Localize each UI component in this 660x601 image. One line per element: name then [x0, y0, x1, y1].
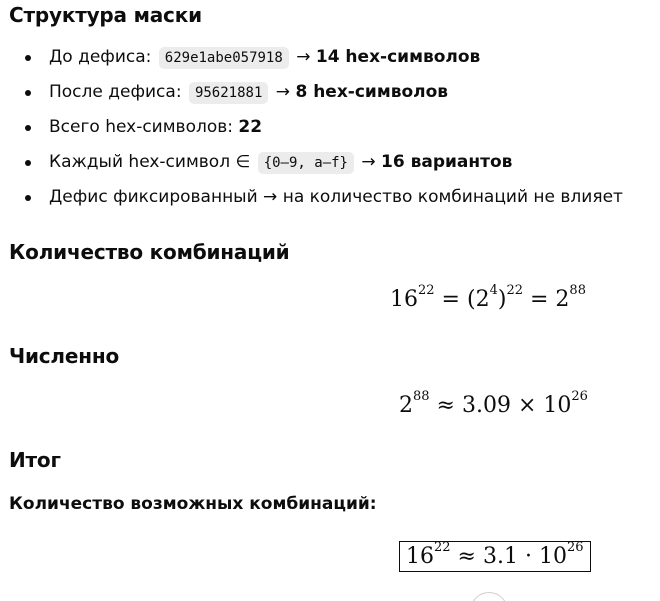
math-dot: ·	[524, 544, 532, 569]
combinations-formula: $16^{22} = (2^4)^{22} = 2^{88}$	[390, 282, 586, 312]
item-code: {0–9, a–f}	[258, 152, 354, 174]
item-result: 14 hex-символов	[315, 47, 481, 67]
math-approx: ≈	[436, 393, 455, 418]
item-prefix: Всего hex-символов:	[49, 117, 233, 137]
math-exp: 26	[566, 539, 584, 555]
math-times: ×	[517, 393, 537, 418]
math-exp: 22	[434, 539, 451, 555]
result-heading: Итог	[9, 448, 61, 472]
combinations-heading: Количество комбинаций	[9, 240, 290, 264]
math-base: 2	[475, 287, 490, 312]
item-code: 629e1abe057918	[159, 47, 289, 69]
item-result: 8 hex-символов	[295, 82, 449, 102]
math-exp: 4	[489, 282, 498, 298]
list-item	[0, 40, 623, 75]
math-mantissa: 3.09	[461, 393, 511, 418]
math-approx: ≈	[457, 544, 476, 569]
math-exp: 22	[506, 282, 523, 298]
list-item	[0, 110, 623, 145]
numeric-heading: Численно	[9, 344, 120, 368]
math-base: 2	[399, 393, 413, 418]
math-exp: 88	[413, 388, 430, 404]
item-code: 95621881	[189, 82, 268, 104]
math-base: 16	[390, 287, 418, 312]
arrow: →	[275, 82, 291, 102]
item-prefix: Дефис фиксированный → на количество комбинаций не влияет	[49, 187, 623, 207]
item-prefix: Каждый hex-символ ∈	[49, 152, 251, 172]
list-item	[0, 145, 623, 180]
arrow: →	[361, 152, 376, 172]
item-prefix: После дефиса:	[49, 82, 182, 102]
item-result: 16 вариантов	[381, 152, 513, 172]
arrow: →	[296, 47, 311, 67]
math-eq: =	[441, 287, 460, 312]
math-base: 16	[406, 544, 434, 569]
math-mantissa: 3.1	[482, 544, 518, 569]
math-exp: 26	[571, 388, 588, 404]
item-result: 22	[238, 117, 263, 137]
math-eq: =	[529, 287, 549, 312]
list-item	[0, 75, 623, 110]
math-exp: 88	[569, 282, 586, 298]
math-base: 10	[543, 393, 572, 418]
numeric-formula	[399, 388, 588, 418]
math-exp: 22	[418, 282, 435, 298]
structure-heading: Структура маски	[9, 3, 202, 27]
list-item	[0, 180, 623, 215]
item-prefix: До дефиса:	[49, 47, 152, 67]
structure-list	[0, 40, 623, 215]
result-formula	[399, 541, 591, 572]
math-base: 10	[538, 544, 567, 569]
result-subheading: Количество возможных комбинаций:	[9, 494, 377, 514]
math-base: 2	[555, 287, 570, 312]
scroll-down-button[interactable]	[470, 592, 508, 601]
